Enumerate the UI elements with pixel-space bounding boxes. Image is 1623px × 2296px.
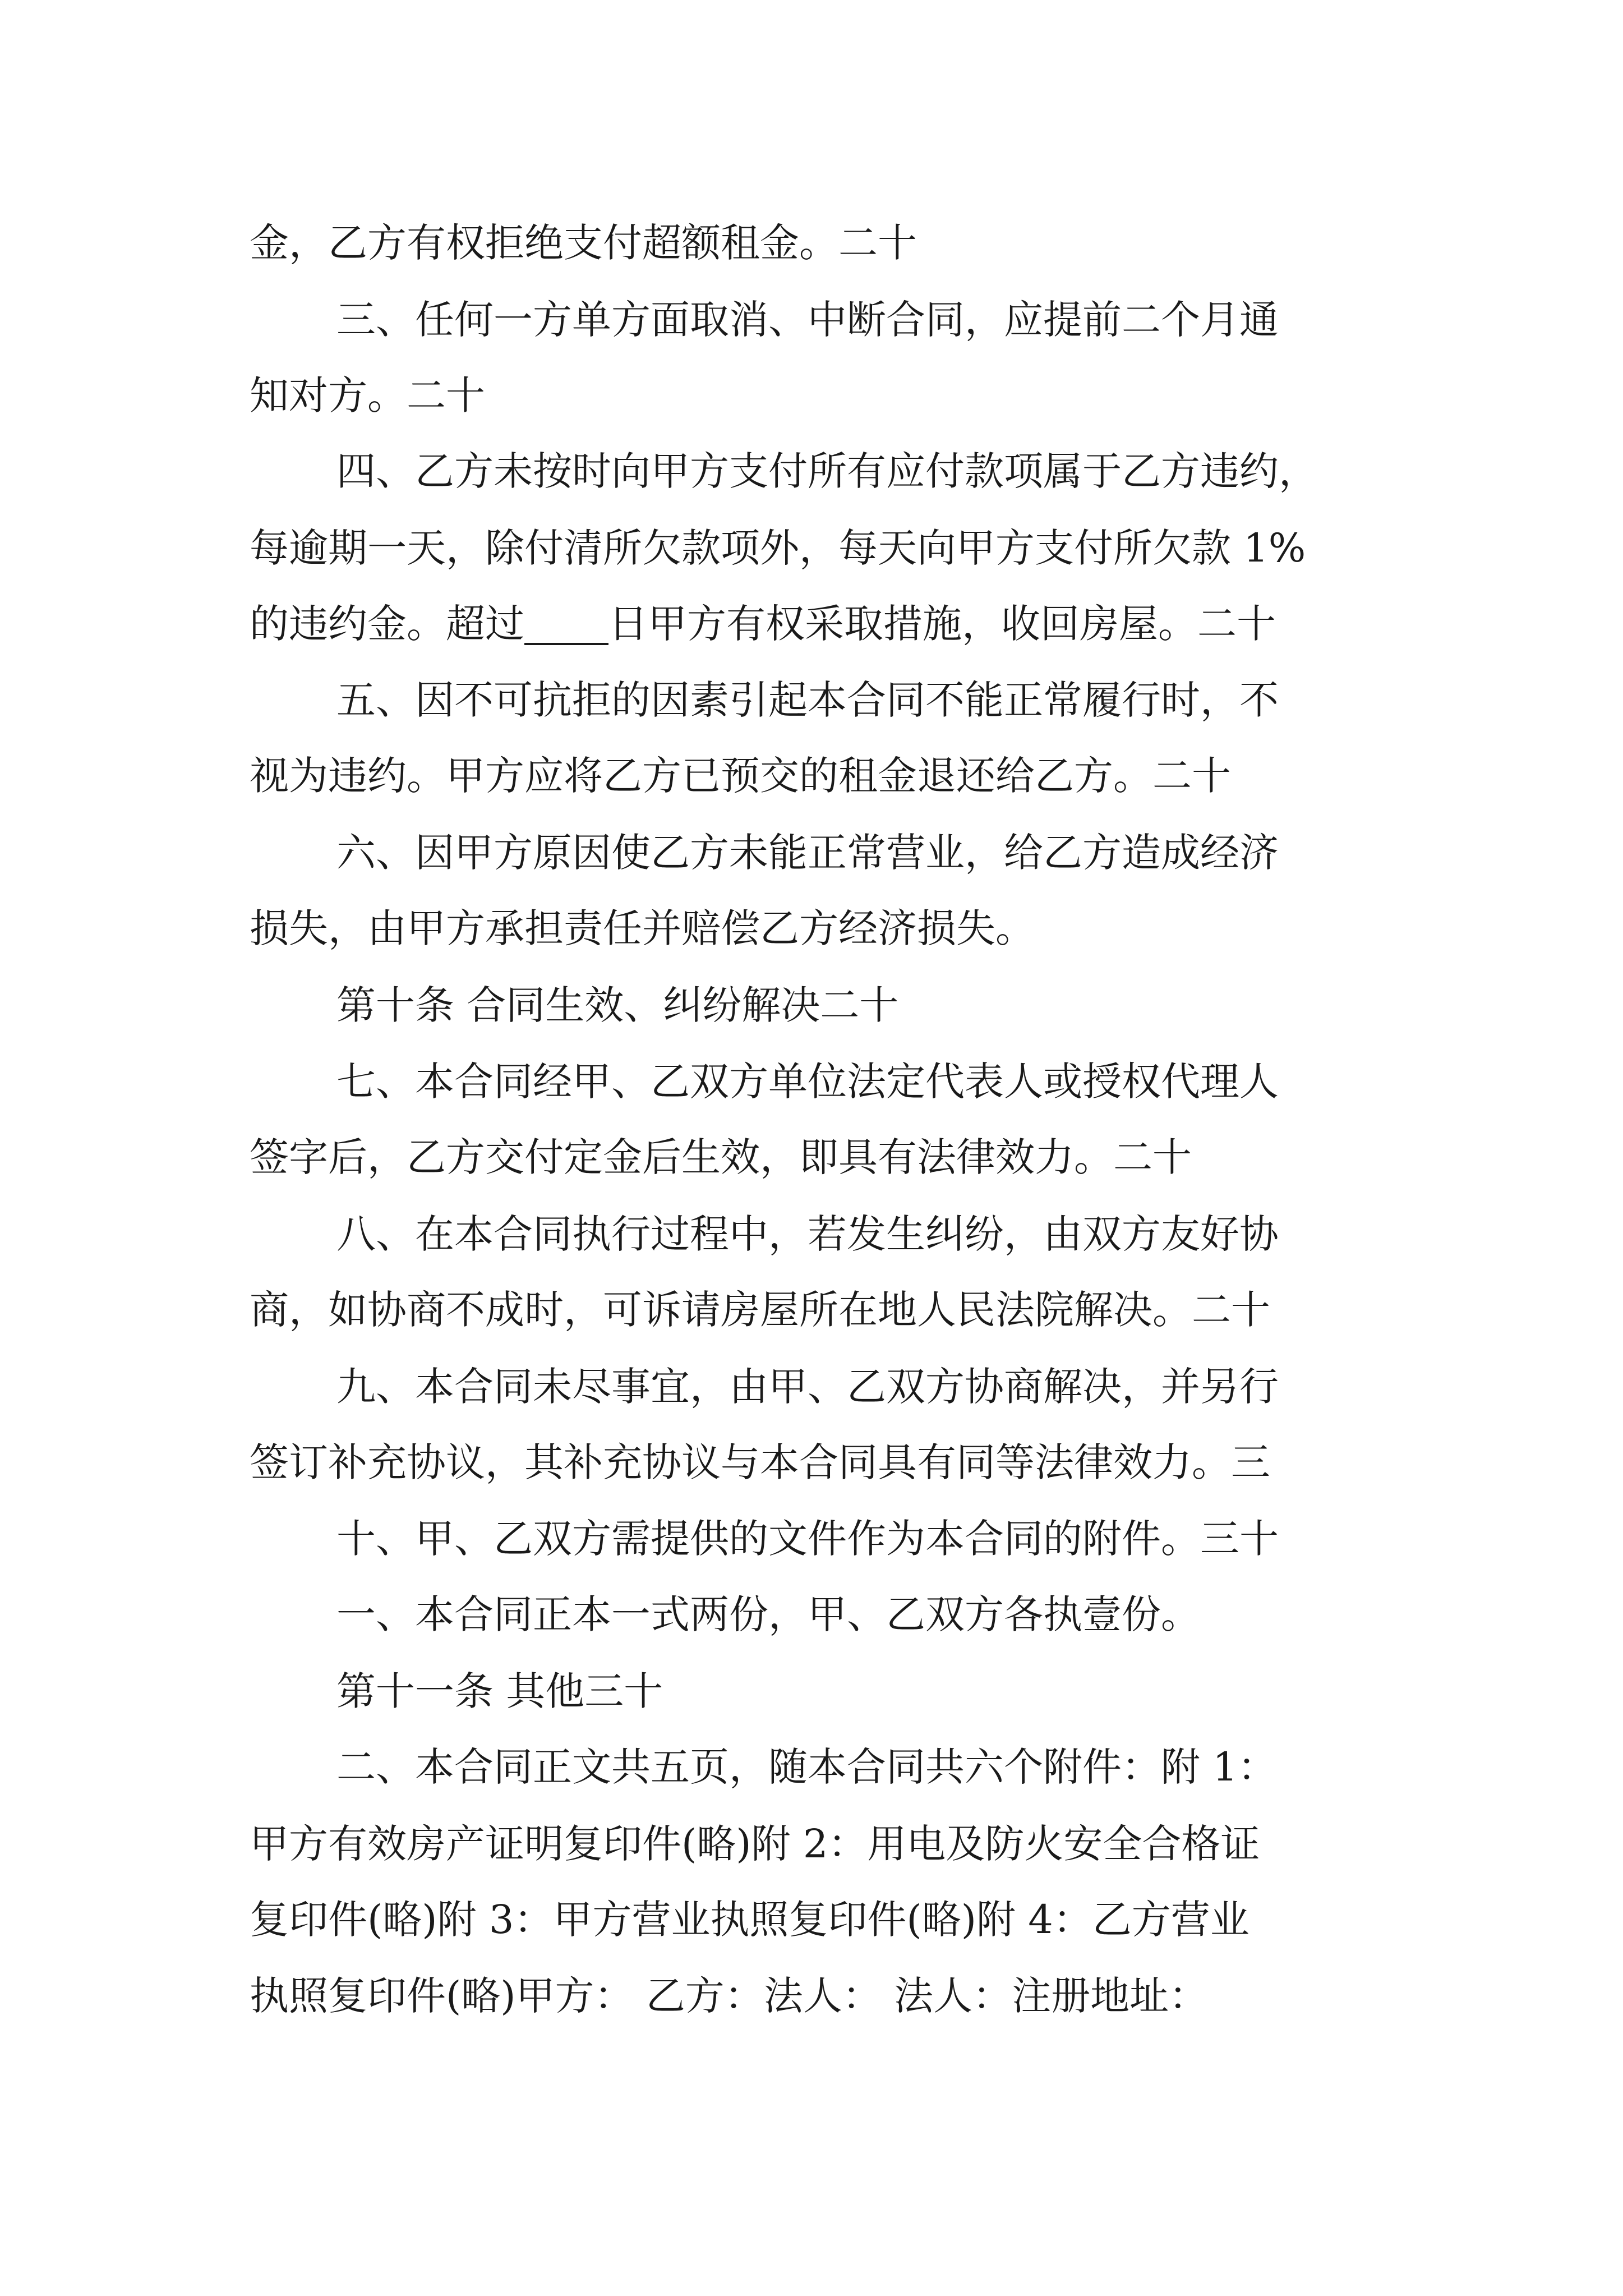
text-line: 甲方有效房产证明复印件(略)附 2：用电及防火安全合格证 <box>250 1821 1260 1867</box>
text-line <box>0 596 1623 652</box>
text-line: 九、本合同未尽事宜，由甲、乙双方协商解决，并另行 <box>336 1364 1279 1410</box>
text-line: 签字后，乙方交付定金后生效，即具有法律效力。二十 <box>250 1134 1192 1180</box>
text-line: 视为违约。甲方应将乙方已预交的租金退还给乙方。二十 <box>250 753 1231 799</box>
text-segment: 日甲方有权采取措施，收回房屋。二十 <box>608 601 1276 647</box>
text-line: 签订补充协议，其补充协议与本合同具有同等法律效力。三 <box>250 1439 1270 1485</box>
text-line: 四、乙方未按时向甲方支付所有应付款项属于乙方违约， <box>336 448 1318 494</box>
text-line: 执照复印件(略)甲方： 乙方：法人： 法人：注册地址： <box>250 1973 1209 2019</box>
text-line: 损失，由甲方承担责任并赔偿乙方经济损失。 <box>250 905 1035 951</box>
section-heading: 第十条 合同生效、纠纷解决二十 <box>336 982 899 1028</box>
text-line: 每逾期一天，除付清所欠款项外，每天向甲方支付所欠款 1% <box>250 525 1306 571</box>
text-line: 一、本合同正本一式两份，甲、乙双方各执壹份。 <box>336 1591 1200 1637</box>
section-heading: 第十一条 其他三十 <box>336 1668 663 1714</box>
text-line: 商，如协商不成时，可诉请房屋所在地人民法院解决。二十 <box>250 1287 1270 1333</box>
text-line: 七、本合同经甲、乙双方单位法定代表人或授权代理人 <box>336 1059 1279 1105</box>
text-line: 五、因不可抗拒的因素引起本合同不能正常履行时，不 <box>336 677 1279 723</box>
text-line: 二、本合同正文共五页，随本合同共六个附件：附 1： <box>336 1744 1277 1790</box>
text-line: 三、任何一方单方面取消、中断合同，应提前二个月通 <box>336 297 1279 343</box>
fill-in-blank <box>524 589 608 645</box>
text-line: 八、在本合同执行过程中，若发生纠纷，由双方友好协 <box>336 1211 1279 1257</box>
text-line: 复印件(略)附 3：甲方营业执照复印件(略)附 4：乙方营业 <box>250 1897 1249 1943</box>
text-line: 金，乙方有权拒绝支付超额租金。二十 <box>250 220 917 266</box>
text-line: 十、甲、乙双方需提供的文件作为本合同的附件。三十 <box>336 1516 1279 1562</box>
text-segment: 的违约金。超过 <box>250 601 524 647</box>
text-line: 六、因甲方原因使乙方未能正常营业，给乙方造成经济 <box>336 830 1279 876</box>
text-line: 知对方。二十 <box>250 372 485 418</box>
